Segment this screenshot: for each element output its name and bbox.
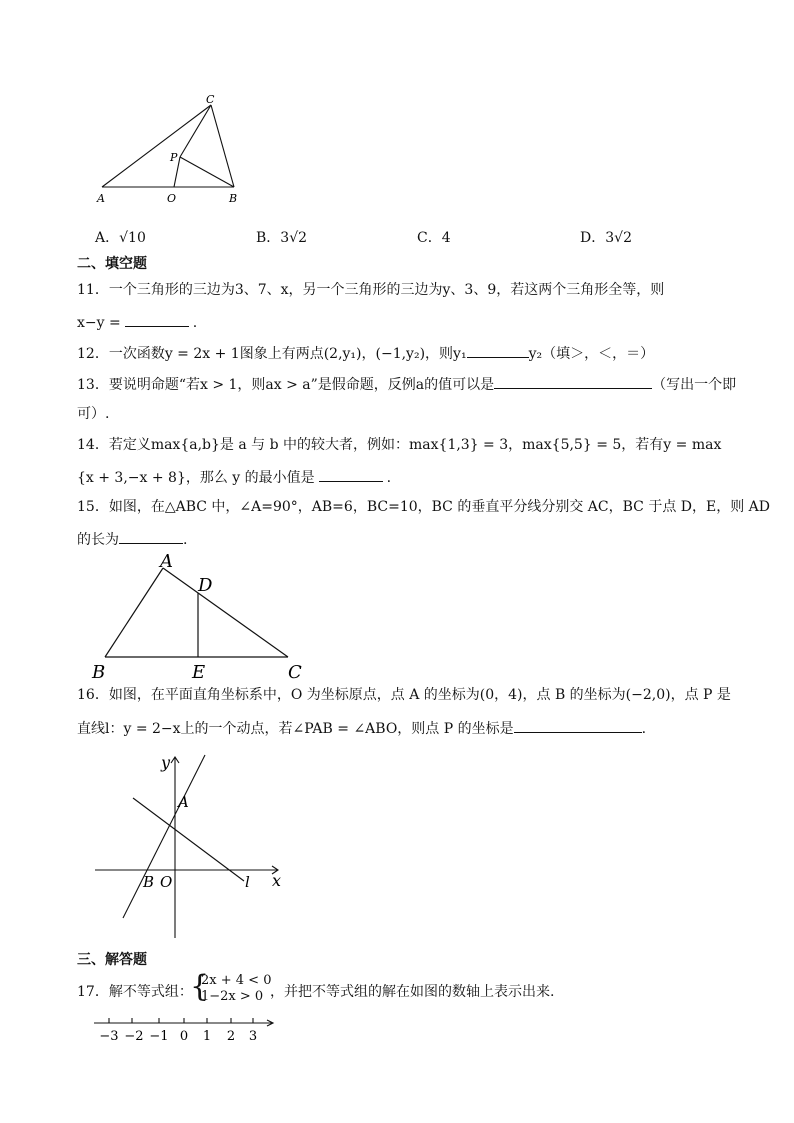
q11-prefix: x−y = bbox=[77, 315, 121, 331]
q15-label-c: C bbox=[288, 662, 302, 682]
q13-suffix: （写出一个即 bbox=[652, 377, 737, 393]
q11-line1: 11．一个三角形的三边为3、7、x，另一个三角形的三边为y、3、9，若这两个三角形全等，则 bbox=[77, 282, 665, 298]
q10-option-c-value: 4 bbox=[441, 230, 451, 246]
q13-line1 bbox=[77, 374, 736, 394]
q12-line bbox=[77, 343, 654, 363]
q10-triangle-figure bbox=[90, 90, 250, 210]
section2-title: 二、填空题 bbox=[77, 256, 147, 272]
q10-option-a bbox=[95, 229, 146, 247]
q14-prefix: {x + 3,−x + 8}，那么 y 的最小值是 bbox=[77, 470, 315, 486]
q10-option-b bbox=[256, 229, 307, 247]
q17-prefix: 17．解不等式组： bbox=[77, 984, 193, 1000]
section3-title: 三、解答题 bbox=[77, 952, 147, 968]
q10-option-d bbox=[580, 229, 632, 247]
q17-number-line bbox=[90, 1013, 280, 1045]
q15-answer-blank[interactable] bbox=[119, 529, 183, 544]
q11-line2 bbox=[77, 312, 197, 332]
q15-label-b: B bbox=[92, 662, 106, 682]
q14-line2 bbox=[77, 467, 391, 487]
q16-prefix: 直线l：y = 2−x上的一个动点，若∠PAB = ∠ABO，则点 P 的坐标是 bbox=[77, 721, 514, 737]
q12-suffix: y₂（填＞，＜，＝） bbox=[528, 346, 655, 362]
q11-answer-blank[interactable] bbox=[125, 312, 189, 327]
q17-tick-label: −2 bbox=[124, 1029, 144, 1044]
q10-option-a-letter: A． bbox=[95, 230, 120, 246]
q16-label-o: O bbox=[160, 873, 173, 891]
q16-line2 bbox=[77, 718, 646, 738]
q16-label-a: A bbox=[178, 793, 189, 811]
q17-inequality-2: 1−2x > 0 bbox=[201, 989, 264, 1004]
q10-label-a: A bbox=[97, 192, 105, 205]
q15-line2 bbox=[77, 529, 187, 549]
q11-suffix: . bbox=[192, 315, 198, 331]
q16-line1: 16．如图，在平面直角坐标系中，O 为坐标原点，点 A 的坐标为(0，4)，点 B 的坐标为(−2,0)，点 P 是 bbox=[77, 687, 731, 703]
q17-tick-label: 0 bbox=[179, 1029, 189, 1044]
q17-tick-label: 1 bbox=[202, 1029, 212, 1044]
q16-label-b: B bbox=[143, 873, 155, 891]
q16-answer-blank[interactable] bbox=[514, 718, 642, 733]
q12-prefix: 12．一次函数y = 2x + 1图象上有两点(2,y₁)，(−1,y₂)，则y₁ bbox=[77, 346, 467, 362]
q15-label-a: A bbox=[160, 551, 173, 572]
q17-inequality-1: 2x + 4 < 0 bbox=[201, 973, 272, 988]
q15-label-d: D bbox=[198, 575, 213, 596]
q17-tick-label: 2 bbox=[226, 1029, 236, 1044]
q10-option-a-value: √10 bbox=[119, 230, 146, 246]
q10-label-b: B bbox=[229, 192, 238, 205]
q17-brace: { bbox=[190, 969, 210, 1004]
q10-option-d-value: 3√2 bbox=[605, 230, 632, 246]
q14-line1: 14．若定义max{a,b}是 a 与 b 中的较大者，例如：max{1,3} = 3，max{5,5} = 5，若有y = max bbox=[77, 437, 722, 453]
q10-option-c-letter: C． bbox=[417, 230, 442, 246]
q10-label-o: O bbox=[167, 192, 177, 205]
q13-prefix: 13．要说明命题“若x > 1，则ax > a”是假命题，反例a的值可以是 bbox=[77, 377, 495, 393]
q10-option-c bbox=[417, 229, 451, 247]
q10-option-b-letter: B． bbox=[256, 230, 281, 246]
q15-suffix: . bbox=[183, 532, 188, 548]
q17-line bbox=[77, 983, 193, 1001]
q16-label-l: l bbox=[245, 873, 250, 891]
q15-triangle-figure bbox=[88, 550, 313, 682]
q10-label-p: P bbox=[170, 151, 178, 164]
q10-label-c: C bbox=[206, 93, 215, 106]
q15-line1: 15．如图，在△ABC 中，∠A=90°，AB=6，BC=10，BC 的垂直平分线分别交 AC，BC 于点 D，E，则 AD bbox=[77, 499, 770, 515]
q16-label-y: y bbox=[161, 753, 171, 772]
q17-suffix: ，并把不等式组的解在如图的数轴上表示出来. bbox=[270, 984, 555, 1000]
q17-tick-label: 3 bbox=[248, 1029, 258, 1044]
q14-suffix: . bbox=[386, 470, 392, 486]
q16-label-x: x bbox=[272, 871, 282, 890]
q13-answer-blank[interactable] bbox=[494, 374, 652, 389]
q17-tick-label: −3 bbox=[99, 1029, 119, 1044]
q17-tick-label: −1 bbox=[149, 1029, 169, 1044]
q15-prefix: 的长为 bbox=[77, 532, 119, 548]
q14-answer-blank[interactable] bbox=[319, 467, 383, 482]
q17-inequality-system bbox=[190, 969, 272, 1006]
q10-option-d-letter: D． bbox=[580, 230, 606, 246]
q13-line2: 可）. bbox=[77, 406, 110, 422]
q12-answer-blank[interactable] bbox=[467, 343, 529, 358]
q16-coordinate-figure bbox=[90, 750, 290, 942]
q15-label-e: E bbox=[192, 662, 206, 682]
q16-suffix: . bbox=[641, 721, 647, 737]
q10-option-b-value: 3√2 bbox=[280, 230, 308, 246]
